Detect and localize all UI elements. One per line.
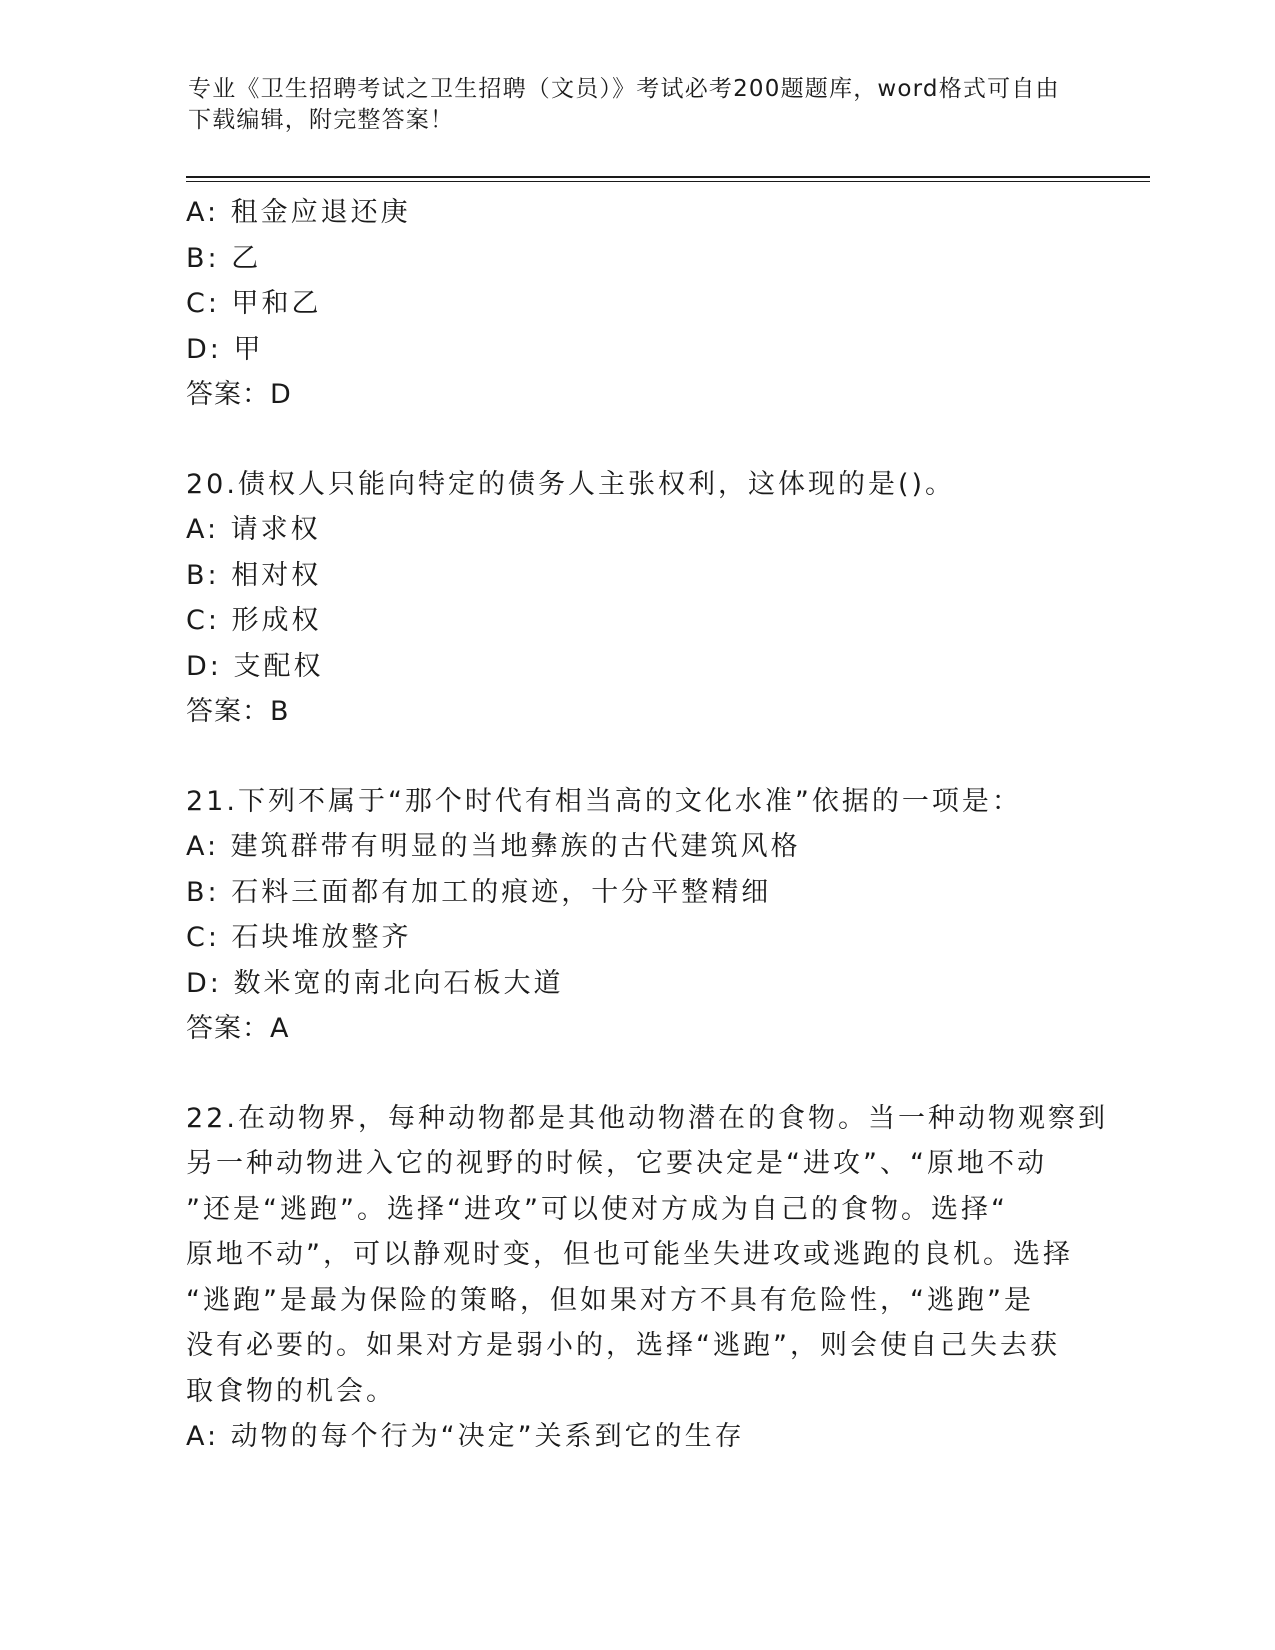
spacer [186,1052,1086,1096]
answer-line: 答案：A [186,1013,290,1044]
header-rule-thin [186,181,1150,182]
spacer [186,735,1086,779]
question-text-line: 原地不动”，可以静观时变，但也可能坐失进攻或逃跑的良机。选择 [186,1239,1073,1270]
option-a: A: 建筑群带有明显的当地彝族的古代建筑风格 [186,831,801,862]
option-a: A: 请求权 [186,514,321,545]
option-d: D: 支配权 [186,650,324,682]
option-c: C: 石块堆放整齐 [186,922,412,953]
answer-line: 答案：D [186,379,292,410]
question-19 [186,190,1086,418]
option-b: B: 石料三面都有加工的痕迹，十分平整精细 [186,876,772,908]
question-text: 20.债权人只能向特定的债务人主张权利，这体现的是()。 [186,468,956,500]
question-text-line: 另一种动物进入它的视野的时候，它要决定是“进攻”、“原地不动 [186,1148,1047,1179]
document-header: 专业《卫生招聘考试之卫生招聘（文员）》考试必考200题题库，word格式可自由下载编辑，附完整答案！ [188,76,1060,133]
question-list [186,190,1108,1460]
question-text-line: 取食物的机会。 [186,1375,396,1407]
question-22 [186,1096,1108,1460]
option-a: A: 租金应退还庚 [186,197,411,228]
option-c: C: 甲和乙 [186,288,322,319]
question-text-line: 22.在动物界，每种动物都是其他动物潜在的食物。当一种动物观察到 [186,1102,1108,1134]
question-20 [186,462,1086,735]
option-d: D: 数米宽的南北向石板大道 [186,967,564,999]
question-text-line: “逃跑”是最为保险的策略，但如果对方不具有危险性，“逃跑”是 [186,1284,1034,1316]
option-a: A: 动物的每个行为“决定”关系到它的生存 [186,1421,745,1452]
question-text: 21.下列不属于“那个时代有相当高的文化水准”依据的一项是： [186,785,1022,817]
question-text-line: ”还是“逃跑”。选择“进攻”可以使对方成为自己的食物。选择“ [186,1193,1008,1225]
option-b: B: 相对权 [186,559,322,591]
option-c: C: 形成权 [186,605,322,636]
question-21 [186,779,1086,1052]
option-d: D: 甲 [186,333,264,365]
header-rule-thick [186,176,1150,178]
option-b: B: 乙 [186,242,262,274]
answer-line: 答案：B [186,696,290,727]
question-text-line: 没有必要的。如果对方是弱小的，选择“逃跑”，则会使自己失去获 [186,1330,1060,1361]
spacer [186,418,1086,462]
